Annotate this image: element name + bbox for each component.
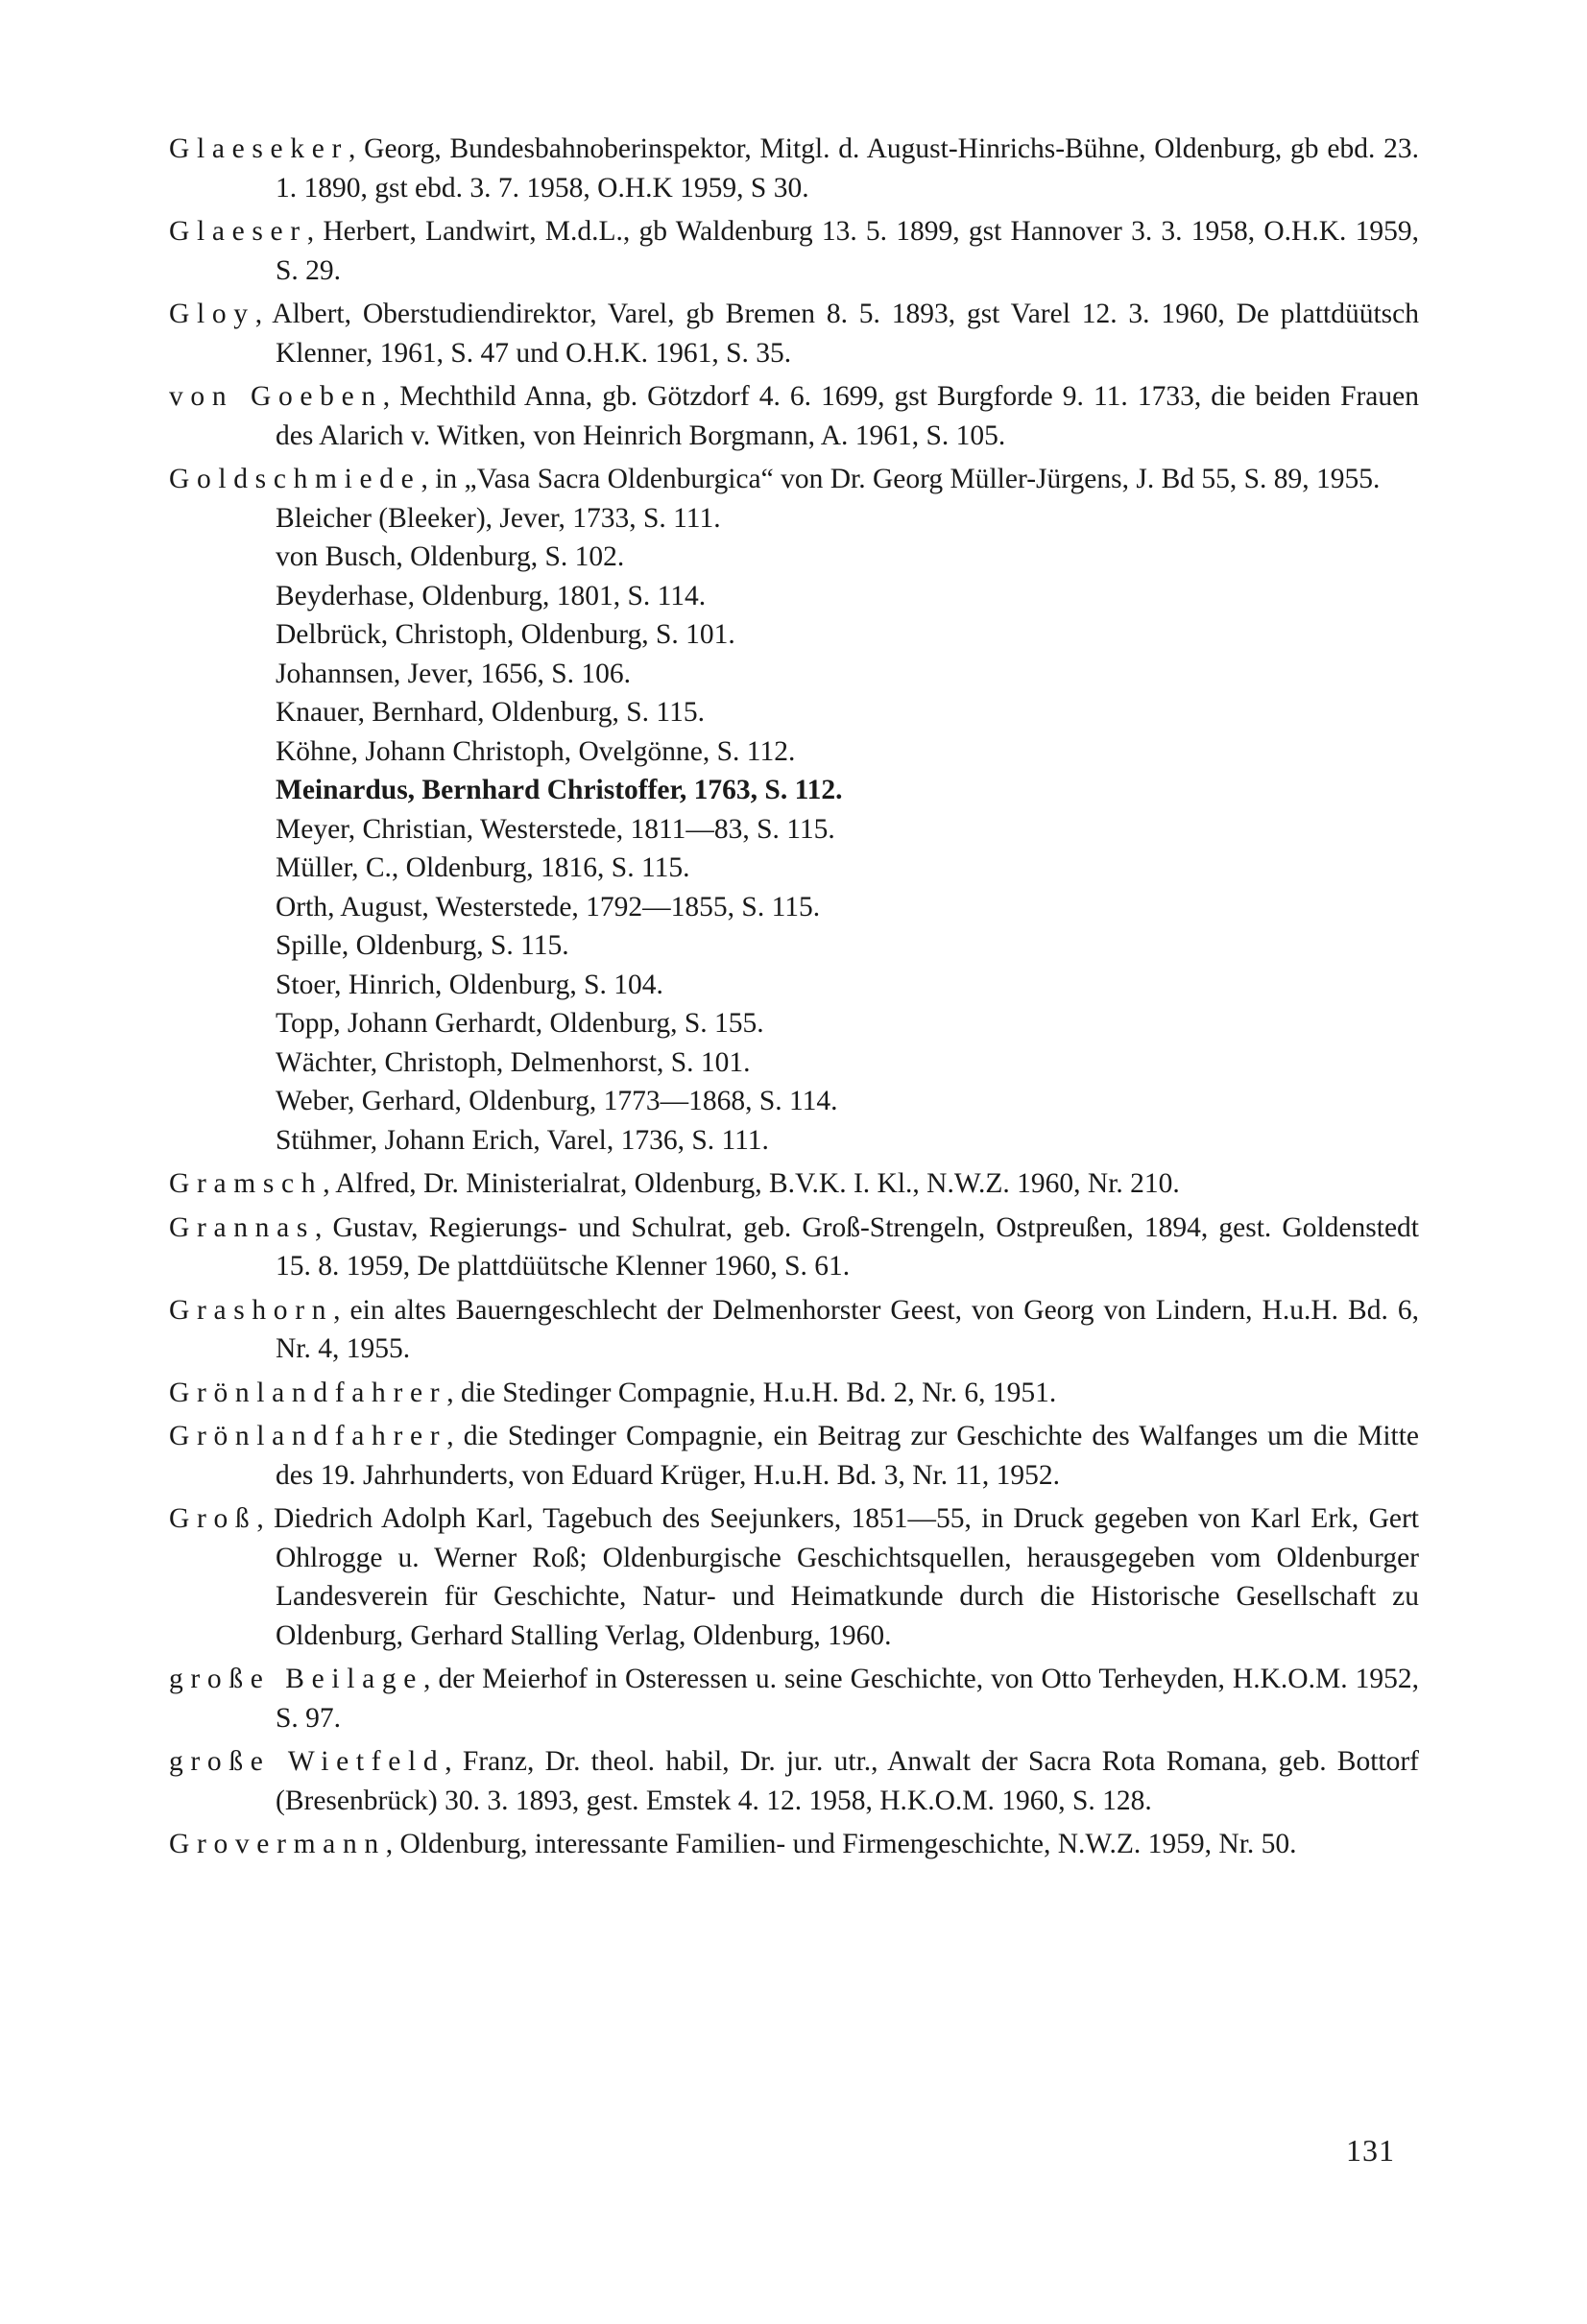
index-entry: [169, 1742, 1419, 1820]
goldsmith-list-item: Johannsen, Jever, 1656, S. 106.: [276, 658, 631, 689]
index-entry: [169, 1499, 1419, 1655]
entry-keyword: Grönlandfahrer: [169, 1421, 447, 1451]
page-number: 131: [1346, 2133, 1395, 2168]
goldsmith-list-item: Meinardus, Bernhard Christoffer, 1763, S. 112.: [276, 775, 843, 805]
index-entry: [169, 295, 1419, 372]
goldsmith-list-item: Orth, August, Westerstede, 1792—1855, S. 115.: [276, 891, 821, 922]
goldsmith-list-item: Stoer, Hinrich, Oldenburg, S. 104.: [276, 969, 663, 1000]
entry-text: , ein altes Bauerngeschlecht der Delmenhorster Geest, von Georg von Lindern, H.u.H. Bd. 6, Nr. 4, 1955.: [276, 1294, 1419, 1364]
goldsmith-list-item: Bleicher (Bleeker), Jever, 1733, S. 111.: [276, 502, 721, 534]
index-entry-list: [169, 130, 1419, 1864]
goldsmith-list-item: Köhne, Johann Christoph, Ovelgönne, S. 112.: [276, 735, 796, 767]
index-entry: [169, 1164, 1419, 1204]
entry-keyword: von Goeben: [169, 381, 383, 412]
goldsmith-list-item: Delbrück, Christoph, Oldenburg, S. 101.: [276, 619, 735, 650]
goldsmith-list-item: Weber, Gerhard, Oldenburg, 1773—1868, S. 114.: [276, 1086, 838, 1116]
entry-text: , Albert, Oberstudiendirektor, Varel, gb Bremen 8. 5. 1893, gst Varel 12. 3. 1960, De plattdüütsch Klenner, 1961, S. 47 und O.H.K. 1961, S. 35.: [254, 299, 1419, 369]
index-entry: [169, 1209, 1419, 1286]
entry-keyword: Grannas: [169, 1211, 315, 1243]
entry-keyword: Grönlandfahrer: [169, 1377, 447, 1408]
index-entry: [169, 460, 1419, 499]
entry-keyword: Goldschmiede: [169, 464, 421, 494]
entry-text: , Gustav, Regierungs- und Schulrat, geb. Groß-Strengeln, Ostpreußen, 1894, gest. Goldenstedt 15. 8. 1959, De plattdüütsche Klenner 1960, S. 61.: [276, 1211, 1419, 1282]
index-entry: [169, 1660, 1419, 1737]
goldsmith-list-item: Meyer, Christian, Westerstede, 1811—83, S. 115.: [276, 813, 835, 845]
entry-keyword: große Beilage: [169, 1664, 424, 1694]
goldsmith-list-item: Knauer, Bernhard, Oldenburg, S. 115.: [276, 697, 705, 728]
index-entry: [169, 212, 1419, 290]
entry-text: , Herbert, Landwirt, M.d.L., gb Waldenburg 13. 5. 1899, gst Hannover 3. 3. 1958, O.H.K. 1959, S. 29.: [276, 216, 1419, 286]
entry-keyword: Grovermann: [169, 1829, 386, 1859]
entry-keyword: Gramsch: [169, 1168, 324, 1199]
entry-text: , die Stedinger Compagnie, H.u.H. Bd. 2, Nr. 6, 1951.: [446, 1377, 1057, 1408]
entry-keyword: Glaeser: [169, 216, 307, 247]
goldsmith-list-item: Müller, C., Oldenburg, 1816, S. 115.: [276, 852, 690, 883]
goldsmith-list-item: Wächter, Christoph, Delmenhorst, S. 101.: [276, 1046, 751, 1078]
entry-text: , Mechthild Anna, gb. Götzdorf 4. 6. 1699, gst Burgforde 9. 11. 1733, die beiden Frauen des Alarich v. Witken, von Heinrich Borgmann, A. 1961, S. 105.: [276, 381, 1419, 451]
goldsmith-list-item: Spille, Oldenburg, S. 115.: [276, 930, 569, 961]
index-entry: [169, 377, 1419, 455]
goldsmith-list-item: Stühmer, Johann Erich, Varel, 1736, S. 111.: [276, 1124, 769, 1156]
entry-text: , Oldenburg, interessante Familien- und Firmengeschichte, N.W.Z. 1959, Nr. 50.: [385, 1829, 1297, 1859]
entry-keyword: Gloy: [169, 299, 255, 329]
entry-keyword: große Wietfeld: [169, 1746, 445, 1777]
entry-keyword: Glaeseker: [169, 133, 349, 164]
entry-text: , Alfred, Dr. Ministerialrat, Oldenburg, B.V.K. I. Kl., N.W.Z. 1960, Nr. 210.: [323, 1168, 1180, 1199]
entry-text: , Diedrich Adolph Karl, Tagebuch des Seejunkers, 1851—55, in Druck gegeben von Karl Erk, Gert Ohlrogge u. Werner Roß; Oldenburgische Geschichtsquellen, herausgegeben vom Oldenburger Landesverein für Geschichte, Natur- und Heimatkunde durch die Historische Gesellschaft zu Oldenburg, Gerhard Stalling Verlag, Oldenburg, 1960.: [256, 1503, 1419, 1651]
entry-text: , in „Vasa Sacra Oldenburgica“ von Dr. Georg Müller-Jürgens, J. Bd 55, S. 89, 1955.: [421, 464, 1381, 494]
entry-text: , Franz, Dr. theol. habil, Dr. jur. utr., Anwalt der Sacra Rota Romana, geb. Bottorf (Bresenbrück) 30. 3. 1893, gest. Emstek 4. 12. 1958, H.K.O.M. 1960, S. 128.: [276, 1746, 1420, 1816]
index-entry: [169, 1825, 1419, 1864]
entry-keyword: Groß: [169, 1503, 257, 1534]
entry-text: , die Stedinger Compagnie, ein Beitrag zur Geschichte des Walfanges um die Mitte des 19. Jahrhunderts, von Eduard Krüger, H.u.H. Bd. 3, Nr. 11, 1952.: [276, 1421, 1419, 1491]
entry-text: , der Meierhof in Osteressen u. seine Geschichte, von Otto Terheyden, H.K.O.M. 1952, S. 97.: [276, 1664, 1419, 1734]
goldsmith-list-item: Topp, Johann Gerhardt, Oldenburg, S. 155.: [276, 1008, 764, 1039]
index-entry: [169, 1417, 1419, 1495]
entry-text: , Georg, Bundesbahnoberinspektor, Mitgl. d. August-Hinrichs-Bühne, Oldenburg, gb ebd. 23. 1. 1890, gst ebd. 3. 7. 1958, O.H.K 1959, S 30.: [276, 133, 1419, 204]
index-entry: [169, 1291, 1419, 1369]
index-entry: [169, 130, 1419, 207]
goldsmith-list-item: von Busch, Oldenburg, S. 102.: [276, 541, 625, 572]
index-entry: [169, 1374, 1419, 1413]
goldsmith-list-item: Beyderhase, Oldenburg, 1801, S. 114.: [276, 580, 707, 611]
entry-keyword: Grashorn: [169, 1294, 334, 1326]
